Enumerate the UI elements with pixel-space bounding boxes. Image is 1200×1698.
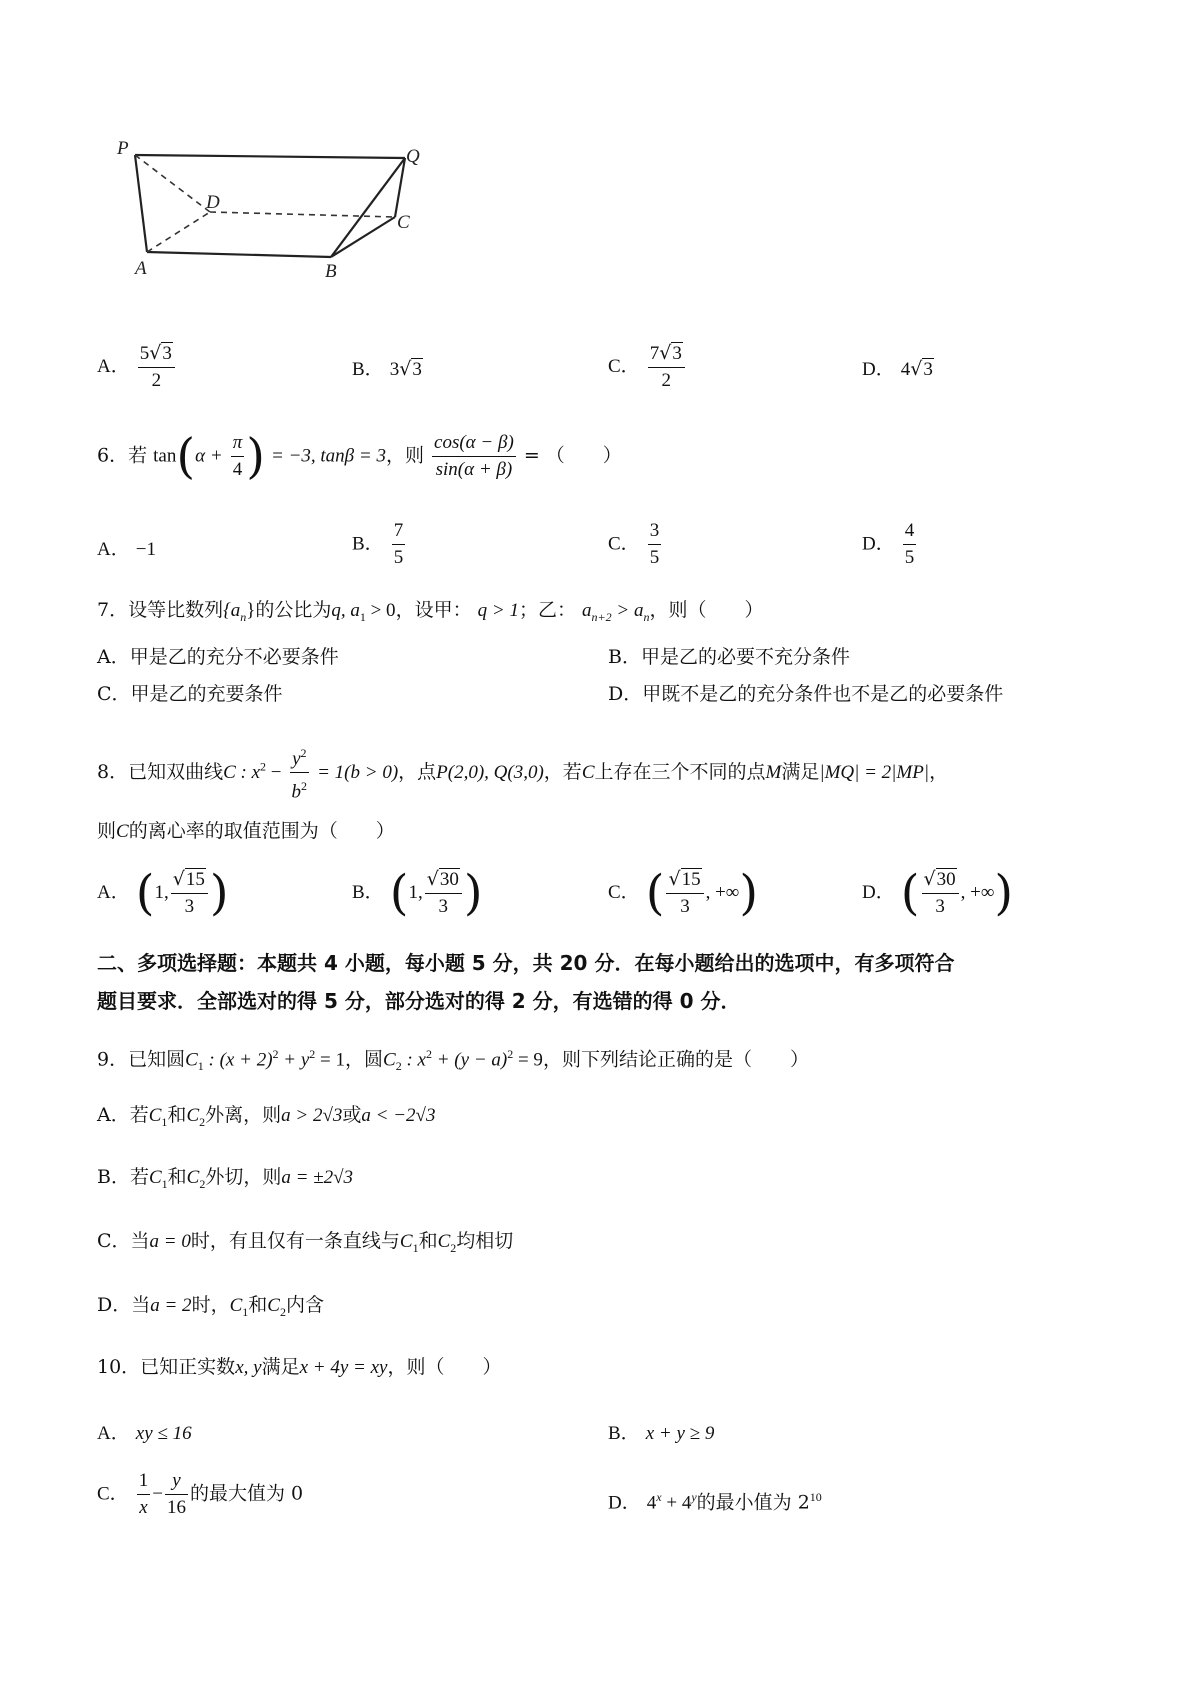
q8-stem: 8．已知双曲线C : $x^2$ − $\frac{y^2}{b^2}$ = 1(b > 0)，点P(2,0), Q(3,0)，若C上存在三个不同的点M满足|MQ| = 2|MP|， [97,740,948,806]
q6-option-a: A． −1 [97,539,156,560]
q9-option-c: C．当a = 0时，有且仅有一条直线与$C_1$和$C_2$均相切 [97,1230,514,1255]
section2-heading-line1: 二、多项选择题：本题共 4 小题，每小题 5 分，共 20 分．在每小题给出的选项中，有多项符合 [97,951,955,975]
label-B: B [325,261,337,282]
q6-option-c: C． $\frac{3}{5}$ [608,520,660,568]
q8-option-d: D． ( $\frac{√30}{3}$ , +∞) [862,865,1014,921]
q8-option-b: B． (1, $\frac{√30}{3}$ ) [352,865,483,921]
q9-stem: 9．已知圆$C_1$ : $(x + 2)^2 + y^2 = 1$，圆$C_2$ : $x^2 + (y - a)^2 = 9$，则下列结论正确的是（ ） [97,1047,809,1074]
q7-stem: 7．设等比数列$\{a_n\}$的公比为q, $a_1 > 0$，设甲： q > 1；乙： $a_{n+2} > a_n$，则（ ） [97,599,764,624]
label-D: D [206,192,220,213]
q7-option-c: C．甲是乙的充要条件 [97,683,283,705]
q10-option-a: A． xy ≤ 16 [97,1423,192,1444]
q9-option-d: D．当a = 2时，$C_1$和$C_2$内含 [97,1294,324,1319]
q5-option-b: B． 3√3 [352,358,422,380]
q5-option-c: C． $\frac{7√3}{2}$ [608,340,687,394]
q6-option-b: B． $\frac{7}{5}$ [352,520,404,568]
q10-stem: 10．已知正实数x, y满足x + 4y = xy，则（ ） [97,1356,502,1378]
label-P: P [117,140,129,159]
prism-figure [115,140,455,300]
q10-option-c: C． $\frac{1}{x}$ − $\frac{y}{16}$ 的最大值为 0 [97,1470,304,1518]
q5-option-d: D． 4√3 [862,358,933,380]
q10-option-b: B． x + y ≥ 9 [608,1423,715,1444]
q7-option-d: D．甲既不是乙的充分条件也不是乙的必要条件 [608,683,1004,705]
q7-option-a: A．甲是乙的充分不必要条件 [97,646,339,668]
label-C: C [397,212,410,233]
label-A: A [135,258,147,279]
q6-stem: 6．若 tan(α + $\frac{\pi}{4}$ ) = −3, tanβ = 3，则 $\frac{\cos(\alpha - \beta)}{\sin(\alpha + \beta)}$ = （ ） [97,428,622,485]
q6-option-d: D． $\frac{4}{5}$ [862,520,915,568]
q9-option-a: A．若$C_1$和$C_2$外离，则a > 2√3或a < −2√3 [97,1104,436,1129]
label-Q: Q [406,146,420,167]
section2-heading-line2: 题目要求．全部选对的得 5 分，部分选对的得 2 分，有选错的得 0 分． [97,989,741,1013]
q8-stem-line2: 则C的离心率的取值范围为（ ） [97,820,395,842]
q8-option-c: C． ( $\frac{√15}{3}$ , +∞) [608,865,759,921]
q9-option-b: B．若$C_1$和$C_2$外切，则a = ±2√3 [97,1166,354,1191]
q5-option-a: A． $\frac{5√3}{2}$ [97,340,177,394]
q10-option-d: D． $4^x + 4^y$的最小值为 $2^{10}$ [608,1490,822,1514]
q7-option-b: B．甲是乙的必要不充分条件 [608,646,850,668]
q8-option-a: A． (1, $\frac{√15}{3}$ ) [97,865,229,921]
